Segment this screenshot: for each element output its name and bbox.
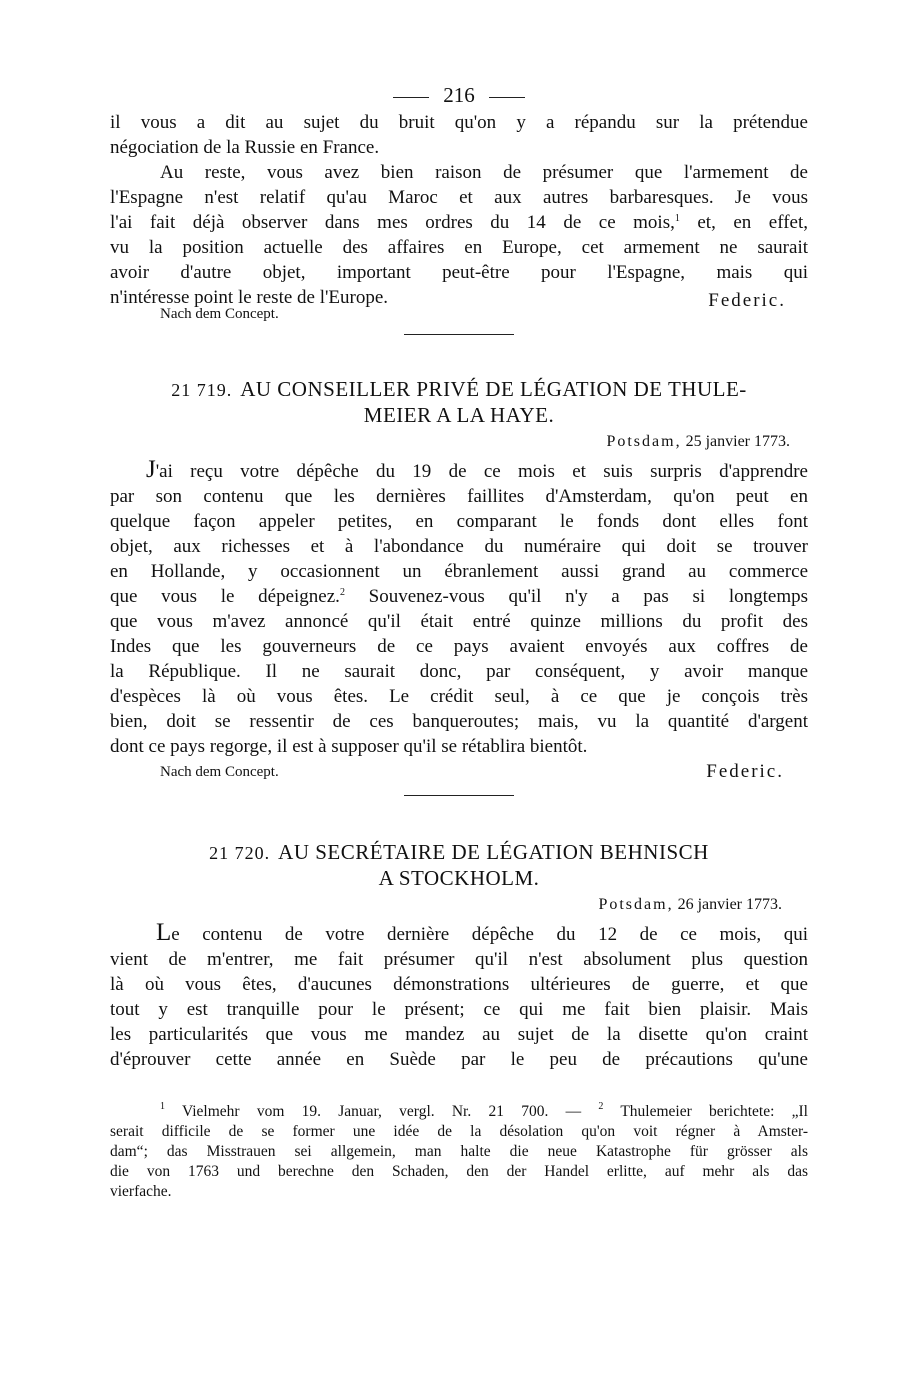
initial-letter: J <box>146 456 156 483</box>
page-number <box>110 80 808 110</box>
footnote-line: vierfache. <box>110 1183 172 1200</box>
letter-21719 <box>110 377 808 787</box>
text-line: d'éprouver cette année en Suède par le peu de précautions qu'une <box>110 1049 808 1070</box>
text-line: n'intéresse point le reste de l'Europe. <box>110 287 389 308</box>
date: 26 janvier 1773. <box>677 896 782 913</box>
text-line: la République. Il ne saurait donc, par conséquent, y avoir manque <box>110 661 808 682</box>
date: 25 janvier 1773. <box>685 433 790 450</box>
text-span: Souvenez-vous qu'il n'y a pas si longtemps <box>368 586 809 607</box>
place-date <box>110 431 808 453</box>
concept-note: Nach dem Concept. <box>160 764 279 780</box>
text-line: avoir d'autre objet, important peut-être pour l'Espagne, mais qui <box>110 262 808 283</box>
text-line: que vous m'avez annoncé qu'il était entré quinze millions du profit des <box>110 611 808 632</box>
footnote-ref: 2 <box>339 587 345 598</box>
text-span: et, en effet, <box>697 212 808 233</box>
text-line: Indes que les gouverneurs de ce pays avaient envoyés aux coffres de <box>110 636 808 657</box>
footnote-line: serait difficile de se former une idée de la désolation qu'on voit régner à Amster- <box>110 1123 808 1140</box>
text-line <box>110 920 808 947</box>
text-line: négociation de la Russie en France. <box>110 137 380 158</box>
text-span: que vous le dépeignez. <box>110 586 340 607</box>
footnote-line: die von 1763 und berechne den Schaden, den der Handel erlitte, auf mehr als das <box>110 1163 808 1180</box>
text-line: quelque façon appeler petites, en comparant le fonds dont elles font <box>110 511 808 532</box>
text-line <box>110 210 808 235</box>
heading-line: AU SECRÉTAIRE DE LÉGATION BEHNISCH <box>278 840 709 864</box>
footnote-line: dam“; das Misstrauen sei allgemein, man halte die neue Katastrophe für grösser als <box>110 1143 808 1160</box>
text-span: l'ai fait déjà observer dans mes ordres du 14 de ce mois, <box>110 212 675 233</box>
heading-line: A STOCKHOLM. <box>378 866 540 890</box>
page <box>110 80 808 1202</box>
letter-heading <box>110 377 808 428</box>
place: Potsdam, <box>606 433 682 450</box>
heading-line: AU CONSEILLER PRIVÉ DE LÉGATION DE THULE- <box>240 377 747 401</box>
letter-body <box>110 457 808 759</box>
letter-number: 21 720. <box>209 843 271 863</box>
place: Potsdam, <box>598 896 674 913</box>
letter-body <box>110 920 808 1072</box>
letter-21720 <box>110 840 808 1072</box>
footnotes <box>110 1102 808 1202</box>
footnote-text: Vielmehr vom 19. Januar, vergl. Nr. 21 700. — <box>181 1103 582 1120</box>
top-continuation <box>110 110 808 320</box>
text-line: objet, aux richesses et à l'abondance du numéraire qui doit se trouver <box>110 536 808 557</box>
place-date <box>110 894 808 916</box>
signature-row <box>110 761 808 787</box>
text-line: vient de m'entrer, me fait présumer qu'il n'est absolument plus question <box>110 949 808 970</box>
footnote-mark: 1 <box>160 1101 165 1112</box>
separator-rule <box>404 795 514 796</box>
text-line: là où vous êtes, d'aucunes démonstrations ultérieures de guerre, et que <box>110 974 808 995</box>
footnote-mark: 2 <box>598 1101 604 1112</box>
page-number-text: 216 <box>443 83 475 107</box>
text-line: dont ce pays regorge, il est à supposer qu'il se rétablira bientôt. <box>110 736 588 757</box>
signature: Federic. <box>706 761 784 782</box>
page-number-rule-right <box>489 97 525 98</box>
signature: Federic. <box>708 290 786 311</box>
text-line: d'espèces là où vous êtes. Le crédit seul, à ce que je conçois très <box>110 686 808 707</box>
text-line: bien, doit se ressentir de ces banqueroutes; mais, vu la quantité d'argent <box>110 711 808 732</box>
footnote-line <box>110 1102 808 1122</box>
letter-heading <box>110 840 808 891</box>
text-line: l'Espagne n'est relatif qu'au Maroc et aux autres barbaresques. Je vous <box>110 187 808 208</box>
text-line: tout y est tranquille pour le présent; ce qui me fait bien plaisir. Mais <box>110 999 808 1020</box>
signature-row <box>110 290 808 320</box>
text-line: les particularités que vous me mandez au sujet de la disette qu'on craint <box>110 1024 808 1045</box>
heading-line: MEIER A LA HAYE. <box>363 403 555 427</box>
text-span: 'ai reçu votre dépêche du 19 de ce mois et suis surpris d'apprendre <box>155 461 808 482</box>
footnote-ref: 1 <box>674 213 680 224</box>
footnote-text: Thulemeier berichtete: „Il <box>620 1103 808 1120</box>
text-line <box>110 584 808 609</box>
text-line: il vous a dit au sujet du bruit qu'on y a répandu sur la prétendue <box>110 112 808 133</box>
separator-rule <box>404 334 514 335</box>
text-line: par son contenu que les dernières faillites d'Amsterdam, qu'on peut en <box>110 486 808 507</box>
text-span: e contenu de votre dernière dépêche du 12 de ce mois, qui <box>171 924 808 945</box>
text-line <box>110 457 808 484</box>
text-line: Au reste, vous avez bien raison de présumer que l'armement de <box>160 162 808 183</box>
page-number-rule-left <box>393 97 429 98</box>
text-line: vu la position actuelle des affaires en Europe, cet armement ne saurait <box>110 237 808 258</box>
text-line: en Hollande, y occasionnent un ébranlement aussi grand au commerce <box>110 561 808 582</box>
initial-letter: L <box>156 919 172 946</box>
letter-number: 21 719. <box>171 380 233 400</box>
concept-note: Nach dem Concept. <box>160 306 279 322</box>
